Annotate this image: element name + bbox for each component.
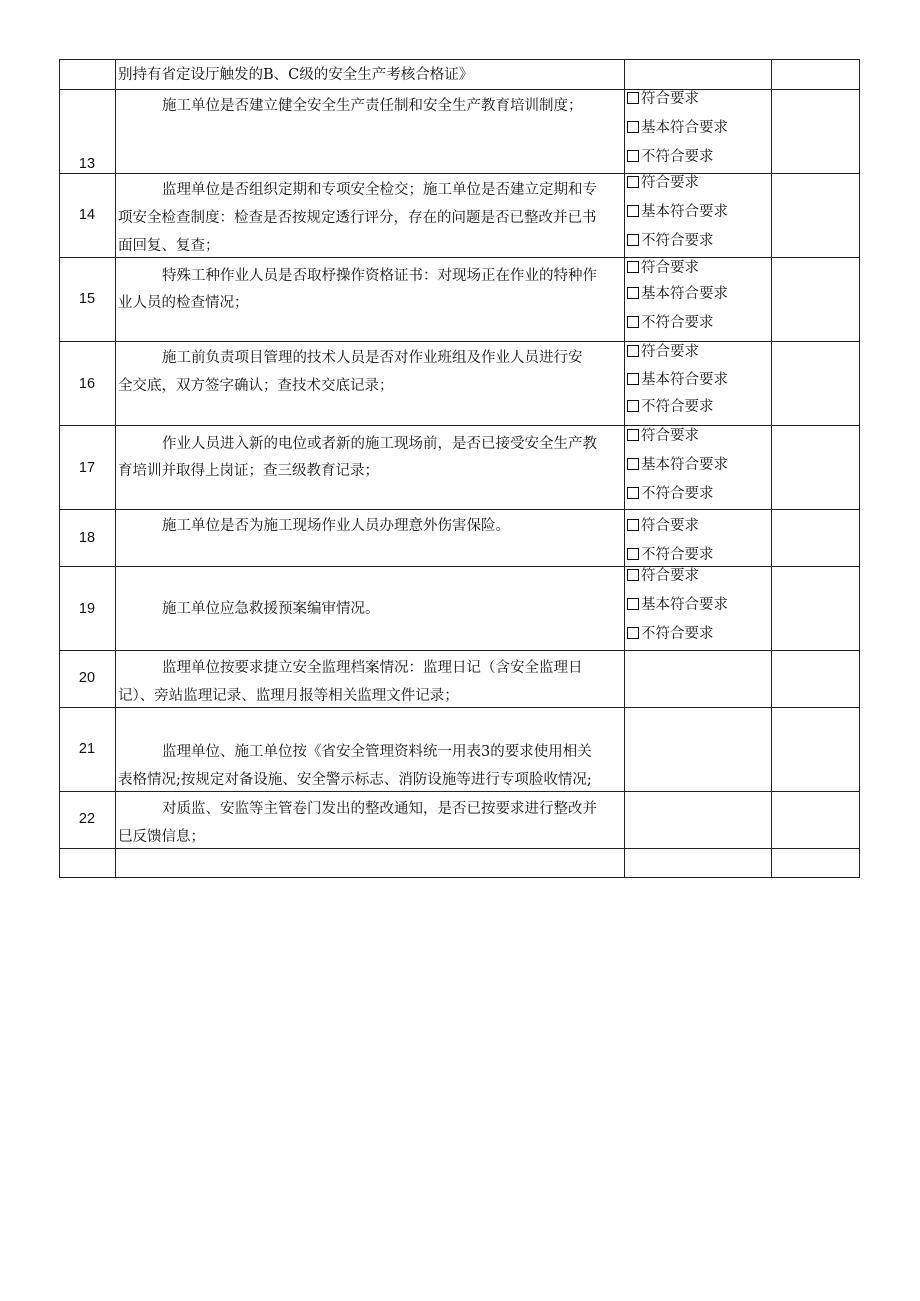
- checkbox-icon[interactable]: [627, 487, 639, 499]
- checkbox-icon[interactable]: [627, 458, 639, 470]
- checkbox-icon[interactable]: [627, 429, 639, 441]
- row-20-text-line-2: 记）、旁站监理记录、监理月报等相关监理文件记录；: [118, 688, 459, 704]
- row-16-option-basic[interactable]: [627, 373, 728, 388]
- row-16-option-nonconform[interactable]: [627, 400, 714, 415]
- row-19-option-basic[interactable]: [627, 598, 728, 613]
- row-15-option-basic[interactable]: [627, 287, 728, 302]
- checkbox-icon[interactable]: [627, 345, 639, 357]
- row-13-text-line-1: 施工单位是否建立健全安全生产责任制和安全生产教育培训制度；: [162, 98, 583, 114]
- row-14-option-conform[interactable]: [627, 176, 699, 191]
- option-label: 符合要求: [641, 175, 699, 191]
- option-label: 不符合要求: [641, 315, 714, 331]
- row-16-number: 16: [78, 376, 96, 392]
- row-15-option-nonconform[interactable]: [627, 316, 714, 331]
- row-14-option-nonconform[interactable]: [627, 234, 714, 249]
- row-15-option-conform[interactable]: [627, 261, 699, 276]
- row-18-text-line-1: 施工单位是否为施工现场作业人员办理意外伤害保险。: [162, 518, 510, 534]
- checkbox-icon[interactable]: [627, 261, 639, 273]
- row-17-option-nonconform[interactable]: [627, 487, 714, 502]
- option-label: 基本符合要求: [641, 597, 728, 613]
- row-13-option-conform[interactable]: [627, 92, 699, 107]
- row-22-text-line-2: 巳反馈信息；: [118, 829, 205, 845]
- row-20-text-line-1: 监理单位按要求捷立安全监理档案情况：监理日记（含安全监理日: [162, 660, 583, 676]
- row-15-number: 15: [78, 291, 96, 307]
- row-14-text-line-2: 项安全检查制度：检查是否按规定透行评分，存在的问题是否已整改并已书: [118, 210, 597, 226]
- row-16-text-line-1: 施工前负责项目管理的技术人员是否对作业班组及作业人员进行安: [162, 350, 583, 366]
- row-21-number: 21: [78, 741, 96, 757]
- row-21-text-line-1: 监理单位、施工单位按《省安全管理资料统一用表3的要求使用相关: [162, 744, 592, 760]
- checkbox-icon[interactable]: [627, 519, 639, 531]
- option-label: 符合要求: [641, 428, 699, 444]
- row-15-text-line-2: 业人员的检查情况；: [118, 295, 249, 311]
- row-19-option-conform[interactable]: [627, 569, 699, 584]
- option-label: 基本符合要求: [641, 120, 728, 136]
- checkbox-icon[interactable]: [627, 121, 639, 133]
- option-label: 不符合要求: [641, 547, 714, 563]
- checkbox-icon[interactable]: [627, 316, 639, 328]
- checkbox-icon[interactable]: [627, 176, 639, 188]
- checkbox-icon[interactable]: [627, 598, 639, 610]
- option-label: 基本符合要求: [641, 286, 728, 302]
- row-13-option-basic[interactable]: [627, 121, 728, 136]
- option-label: 不符合要求: [641, 149, 714, 165]
- checkbox-icon[interactable]: [627, 234, 639, 246]
- option-label: 不符合要求: [641, 399, 714, 415]
- row-22-number: 22: [78, 811, 96, 827]
- row-18-option-nonconform[interactable]: [627, 548, 714, 563]
- checkbox-icon[interactable]: [627, 92, 639, 104]
- row-17-option-conform[interactable]: [627, 429, 699, 444]
- row-14-text-line-3: 面回复、复查；: [118, 238, 220, 254]
- option-label: 符合要求: [641, 518, 699, 534]
- checkbox-icon[interactable]: [627, 287, 639, 299]
- option-label: 符合要求: [641, 344, 699, 360]
- row-12-text-line-1: 别持有省定设厅触发的B、C级的安全生产考核合格证》: [118, 67, 474, 83]
- row-17-option-basic[interactable]: [627, 458, 728, 473]
- row-17-text-line-1: 作业人员进入新的电位或者新的施工现场前，是否已接受安全生产教: [162, 436, 597, 452]
- option-label: 符合要求: [641, 260, 699, 276]
- option-label: 基本符合要求: [641, 204, 728, 220]
- checkbox-icon[interactable]: [627, 150, 639, 162]
- option-label: 不符合要求: [641, 626, 714, 642]
- row-20-number: 20: [78, 670, 96, 686]
- row-13-number: 13: [78, 156, 96, 172]
- row-14-text-line-1: 监理单位是否组织定期和专项安全检交；施工单位是否建立定期和专: [162, 182, 597, 198]
- checkbox-icon[interactable]: [627, 400, 639, 412]
- row-19-number: 19: [78, 601, 96, 617]
- checkbox-icon[interactable]: [627, 627, 639, 639]
- option-label: 基本符合要求: [641, 372, 728, 388]
- option-label: 不符合要求: [641, 233, 714, 249]
- row-21-text-line-2: 表格情况;按规定对备设施、安全警示标志、消防设施等进行专项脸收情况;: [118, 772, 592, 788]
- checkbox-icon[interactable]: [627, 548, 639, 560]
- row-19-text-line-1: 施工单位应急救援预案编审情况。: [162, 601, 380, 617]
- checkbox-icon[interactable]: [627, 205, 639, 217]
- row-15-text-line-1: 特殊工种作业人员是否取杼操作资格证书：对现场正在作业的特种作: [162, 268, 597, 284]
- row-19-option-nonconform[interactable]: [627, 627, 714, 642]
- row-16-text-line-2: 全交底，双方签字确认；查技术交底记录；: [118, 378, 394, 394]
- option-label: 符合要求: [641, 568, 699, 584]
- row-18-option-conform[interactable]: [627, 519, 699, 534]
- row-17-number: 17: [78, 460, 96, 476]
- option-label: 不符合要求: [641, 486, 714, 502]
- row-14-number: 14: [78, 207, 96, 223]
- row-17-text-line-2: 育培训并取得上岗证；查三级教育记录；: [118, 463, 379, 479]
- option-label: 符合要求: [641, 91, 699, 107]
- row-16-option-conform[interactable]: [627, 345, 699, 360]
- row-14-option-basic[interactable]: [627, 205, 728, 220]
- row-22-text-line-1: 对质监、安监等主管卷门发出的整改通知，是否已按要求进行整改并: [162, 801, 597, 817]
- row-18-number: 18: [78, 530, 96, 546]
- row-13-option-nonconform[interactable]: [627, 150, 714, 165]
- option-label: 基本符合要求: [641, 457, 728, 473]
- checkbox-icon[interactable]: [627, 569, 639, 581]
- checkbox-icon[interactable]: [627, 373, 639, 385]
